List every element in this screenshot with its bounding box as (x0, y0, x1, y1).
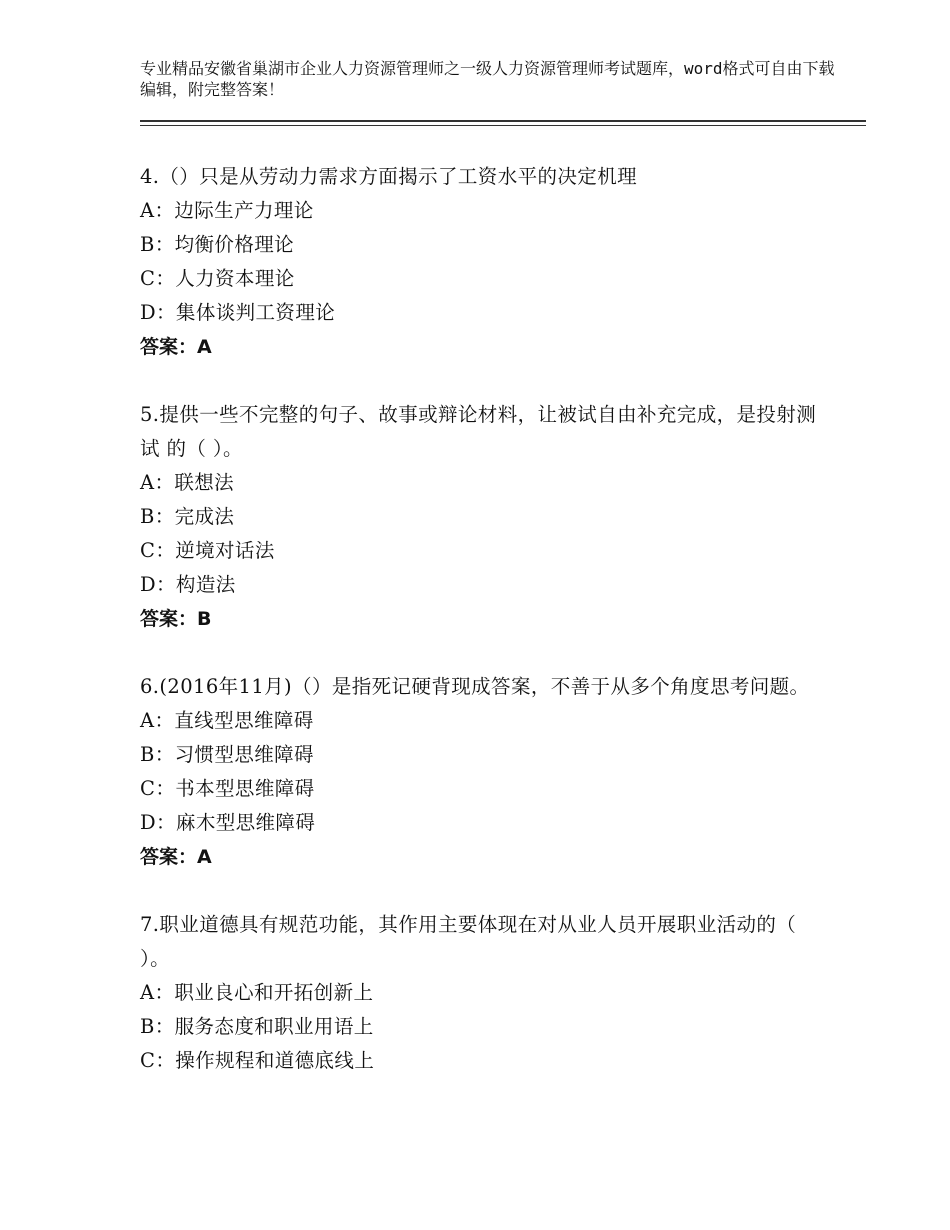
question-item (140, 398, 830, 636)
option-b: B：完成法 (140, 505, 235, 528)
question-item (140, 908, 830, 1078)
header-divider (140, 120, 866, 122)
option-c: C：书本型思维障碍 (140, 777, 315, 800)
option-c: C：操作规程和道德底线上 (140, 1049, 375, 1072)
option-b: B：服务态度和职业用语上 (140, 1015, 374, 1038)
answer-line (140, 602, 830, 636)
question-text: 7.职业道德具有规范功能，其作用主要体现在对从业人员开展职业活动的（ ）。 (140, 913, 797, 970)
answer-label: 答案： (140, 846, 198, 868)
option-c: C：人力资本理论 (140, 267, 295, 290)
answer-line (140, 330, 830, 364)
option-a: A：职业良心和开拓创新上 (140, 981, 374, 1004)
option-d: D：集体谈判工资理论 (140, 301, 336, 324)
question-item (140, 160, 830, 364)
question-item (140, 670, 830, 874)
option-b: B：习惯型思维障碍 (140, 743, 314, 766)
option-d: D：构造法 (140, 573, 236, 596)
question-text: 6.(2016年11月)（）是指死记硬背现成答案，不善于从多个角度思考问题。 (140, 675, 810, 698)
question-text: 4.（）只是从劳动力需求方面揭示了工资水平的决定机理 (140, 165, 638, 188)
answer-line (140, 840, 830, 874)
option-a: A：边际生产力理论 (140, 199, 314, 222)
question-text: 5.提供一些不完整的句子、故事或辩论材料，让被试自由补充完成，是投射测试 的（ ）。 (140, 403, 817, 460)
question-list (140, 160, 830, 1112)
answer-label: 答案： (140, 336, 198, 358)
answer-label: 答案： (140, 608, 198, 630)
option-b: B：均衡价格理论 (140, 233, 295, 256)
answer-value: B (197, 608, 212, 630)
option-a: A：联想法 (140, 471, 235, 494)
document-header: 专业精品安徽省巢湖市企业人力资源管理师之一级人力资源管理师考试题库，word格式可自由下载编辑，附完整答案！ (140, 59, 835, 99)
option-c: C：逆境对话法 (140, 539, 275, 562)
header-divider-thin (140, 125, 866, 126)
option-d: D：麻木型思维障碍 (140, 811, 316, 834)
answer-value: A (197, 336, 212, 358)
option-a: A：直线型思维障碍 (140, 709, 314, 732)
answer-value: A (197, 846, 212, 868)
